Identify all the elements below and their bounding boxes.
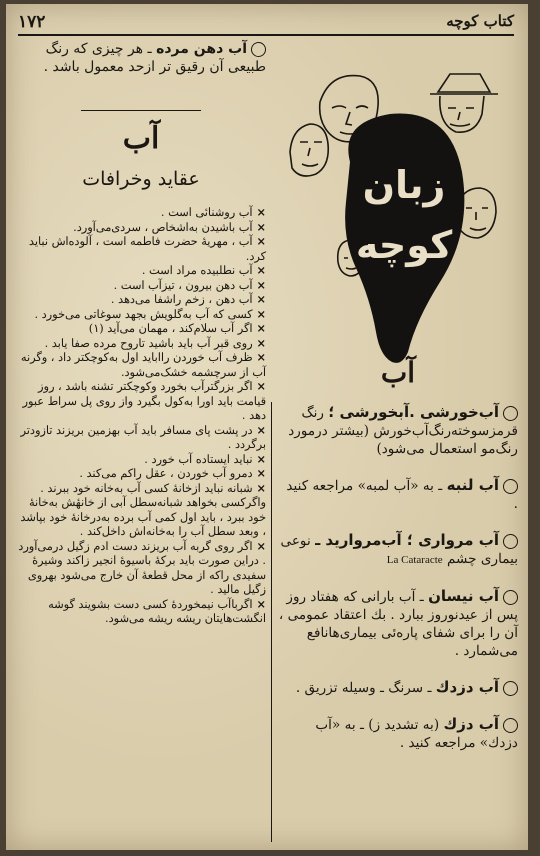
entry-latin-term: La Cataracte bbox=[386, 554, 443, 566]
belief-item bbox=[16, 598, 266, 627]
book-page bbox=[6, 4, 528, 850]
cross-bullet-icon: × bbox=[256, 206, 266, 219]
belief-text: شبانه نباید ازخانهٔ کسی آب به‌خانه خود ببرند . واگرکسی بخواهد شبانه‌سطل آبی از خانهٔش به‌خانهٔ خود ببرد ، باید اول کمی آب برده به‌درخانهٔ خود بپاشد ، وبعد سطل آب را به‌خانه‌اش داخل‌کند . bbox=[20, 481, 266, 538]
cross-bullet-icon: × bbox=[256, 235, 266, 248]
book-title: کتاب کوچه bbox=[446, 12, 514, 30]
entry-text: (به تشدید ز) ـ به «آب دزدك» مراجعه کنید . bbox=[315, 717, 518, 751]
page-number: ۱۷۲ bbox=[18, 12, 46, 32]
belief-item bbox=[16, 424, 266, 453]
entry-bullet-circle-icon bbox=[503, 534, 518, 549]
left-column bbox=[16, 40, 266, 627]
belief-text: اگر آب سلام‌کند ، مهمان می‌آید (۱) bbox=[88, 322, 253, 335]
cross-bullet-icon: × bbox=[256, 264, 266, 277]
cross-bullet-icon: × bbox=[256, 220, 266, 234]
cross-bullet-icon: × bbox=[256, 423, 266, 437]
column-divider bbox=[271, 402, 272, 842]
belief-item bbox=[16, 322, 266, 337]
entry-bullet-circle-icon bbox=[503, 479, 518, 494]
entry-text: ـ سرنگ ـ وسیله تزریق . bbox=[295, 680, 432, 696]
section-subtitle: عقاید وخرافات bbox=[82, 168, 200, 190]
belief-item bbox=[16, 206, 266, 221]
belief-text: کسی که آب به‌گلویش بجهد سوغاتی می‌خورد . bbox=[34, 307, 253, 321]
belief-item bbox=[16, 221, 266, 236]
cross-bullet-icon: × bbox=[256, 452, 266, 466]
cover-illustration bbox=[280, 62, 502, 374]
belief-item bbox=[16, 380, 266, 424]
belief-item bbox=[16, 235, 266, 264]
belief-text: روی قبر آب باید باشید تاروح مرده صفا یابد . bbox=[44, 336, 253, 350]
belief-item bbox=[16, 308, 266, 323]
entry-headword: آب نیسان bbox=[428, 587, 499, 605]
belief-item bbox=[16, 293, 266, 308]
belief-item bbox=[16, 467, 266, 482]
entry-headword: آب دهن مرده bbox=[156, 41, 247, 57]
belief-text: دمرو آب خوردن ، عقل راکم می‌کند . bbox=[79, 467, 253, 480]
right-section-title: آب bbox=[380, 356, 416, 389]
entry-headword: آب لنبه bbox=[446, 476, 499, 494]
entry-ab-morvari bbox=[278, 531, 518, 569]
entry-bullet-circle-icon bbox=[503, 718, 518, 733]
entry-text: رنگ قرمزسوخته‌رنگ‌آب‌خورش (بیشتر درمورد رنگ‌مو استعمال می‌شود) bbox=[288, 405, 518, 457]
cross-bullet-icon: × bbox=[256, 307, 266, 321]
cross-bullet-icon: × bbox=[256, 322, 266, 335]
belief-text: آب دهن بیرون ، تیزآب است . bbox=[113, 278, 253, 292]
entry-bullet-circle-icon bbox=[503, 590, 518, 605]
belief-text: آب باشیدن به‌اشخاص ، سردی‌می‌آورد. bbox=[73, 220, 253, 234]
belief-item bbox=[16, 279, 266, 294]
cross-bullet-icon: × bbox=[256, 380, 266, 393]
entry-ab-dahan-morde bbox=[16, 40, 266, 76]
belief-item bbox=[16, 482, 266, 540]
illustration-title-line1: زبان bbox=[362, 163, 446, 207]
cross-bullet-icon: × bbox=[256, 597, 266, 611]
belief-item bbox=[16, 540, 266, 598]
belief-text: آب ، مهریهٔ حضرت فاطمه است ، آلوده‌اش نباید کرد. bbox=[28, 235, 266, 263]
right-column bbox=[278, 356, 518, 770]
cross-bullet-icon: × bbox=[256, 293, 266, 306]
entry-ab-neysan bbox=[278, 587, 518, 660]
illustration-title-line2: کوچه bbox=[355, 223, 453, 267]
belief-text: اگر بزرگترآب بخورد وکوچکتر تشنه باشد ، روز قیامت باید اورا به‌کول بگیرد واز روی پل سراط عبور دهد . bbox=[22, 380, 266, 422]
page-header bbox=[18, 10, 514, 36]
entry-headword: آب‌خورشی .آبخورشی ؛ bbox=[328, 403, 499, 421]
cross-bullet-icon: × bbox=[256, 278, 266, 292]
entry-ab-lonbe bbox=[278, 476, 518, 513]
belief-text: اگرباآب نیمخوردهٔ کسی دست بشویند گوشه انگشت‌هایتان ریشه ریشه می‌شود. bbox=[48, 597, 266, 625]
section-title: آب bbox=[122, 121, 160, 156]
belief-text: آب نطلبیده مراد است . bbox=[141, 264, 253, 277]
belief-text: آب روشنائی است . bbox=[160, 206, 253, 219]
entry-headword: آب دزدك bbox=[435, 678, 499, 696]
belief-text: اگر روی گربه آب بریزند دست ادم زگیل درمی‌آورد . دراین صورت باید برکهٔ باسیوهٔ انجیر زاکند وشیرهٔ سفیدی راکه از محل قطعهٔ آن خارج می‌شود بهروی زگیل مالید . bbox=[18, 539, 266, 596]
belief-item bbox=[16, 453, 266, 468]
entry-headword: آب مرواری ؛ آب‌مروارید ـ bbox=[315, 531, 499, 549]
entry-ab-khoreshi bbox=[278, 403, 518, 458]
entry-bullet-circle-icon bbox=[503, 406, 518, 421]
entry-headword: آب دزك bbox=[443, 715, 499, 733]
entry-bullet-circle-icon bbox=[503, 681, 518, 696]
entry-text: ـ به «آب لمبه» مراجعه کنید . bbox=[286, 478, 518, 512]
entry-text: ـ هر چیزی که رنگ طبیعی آن رقیق تر ازحد معمول باشد . bbox=[43, 41, 266, 75]
belief-item bbox=[16, 337, 266, 352]
cross-bullet-icon: × bbox=[256, 539, 266, 553]
belief-text: نباید ایستاده آب خورد . bbox=[144, 452, 253, 466]
beliefs-list bbox=[16, 206, 266, 627]
cross-bullet-icon: × bbox=[256, 467, 266, 480]
section-divider bbox=[81, 110, 201, 111]
entry-text: ـ آب بارانی که هفتاد روز پس از عیدنوروز ببارد . بك اعتقاد عمومی ، آن را برای شفای پاره‌ئی بیماری‌هانافع می‌شمارد . bbox=[278, 589, 518, 659]
belief-text: ظرف آب خوردن رااباید اول به‌کوچکتر داد ، وگرنه آب از سرچشمه خشک‌می‌شود. bbox=[20, 351, 266, 379]
cross-bullet-icon: × bbox=[256, 351, 266, 364]
cross-bullet-icon: × bbox=[256, 336, 266, 350]
entry-bullet-circle-icon bbox=[251, 42, 266, 57]
cross-bullet-icon: × bbox=[256, 481, 266, 495]
entry-ab-dozdak bbox=[278, 678, 518, 697]
entry-ab-dozak bbox=[278, 715, 518, 752]
belief-text: آب دهن ، زخم راشفا می‌دهد . bbox=[110, 293, 253, 306]
belief-item bbox=[16, 351, 266, 380]
belief-text: در پشت پای مسافر باید آب بهزمین بریزند تازودتر برگردد . bbox=[20, 423, 266, 451]
header-rule bbox=[18, 34, 514, 36]
entry-text: نوعی بیماری چشم bbox=[280, 533, 518, 567]
belief-item bbox=[16, 264, 266, 279]
